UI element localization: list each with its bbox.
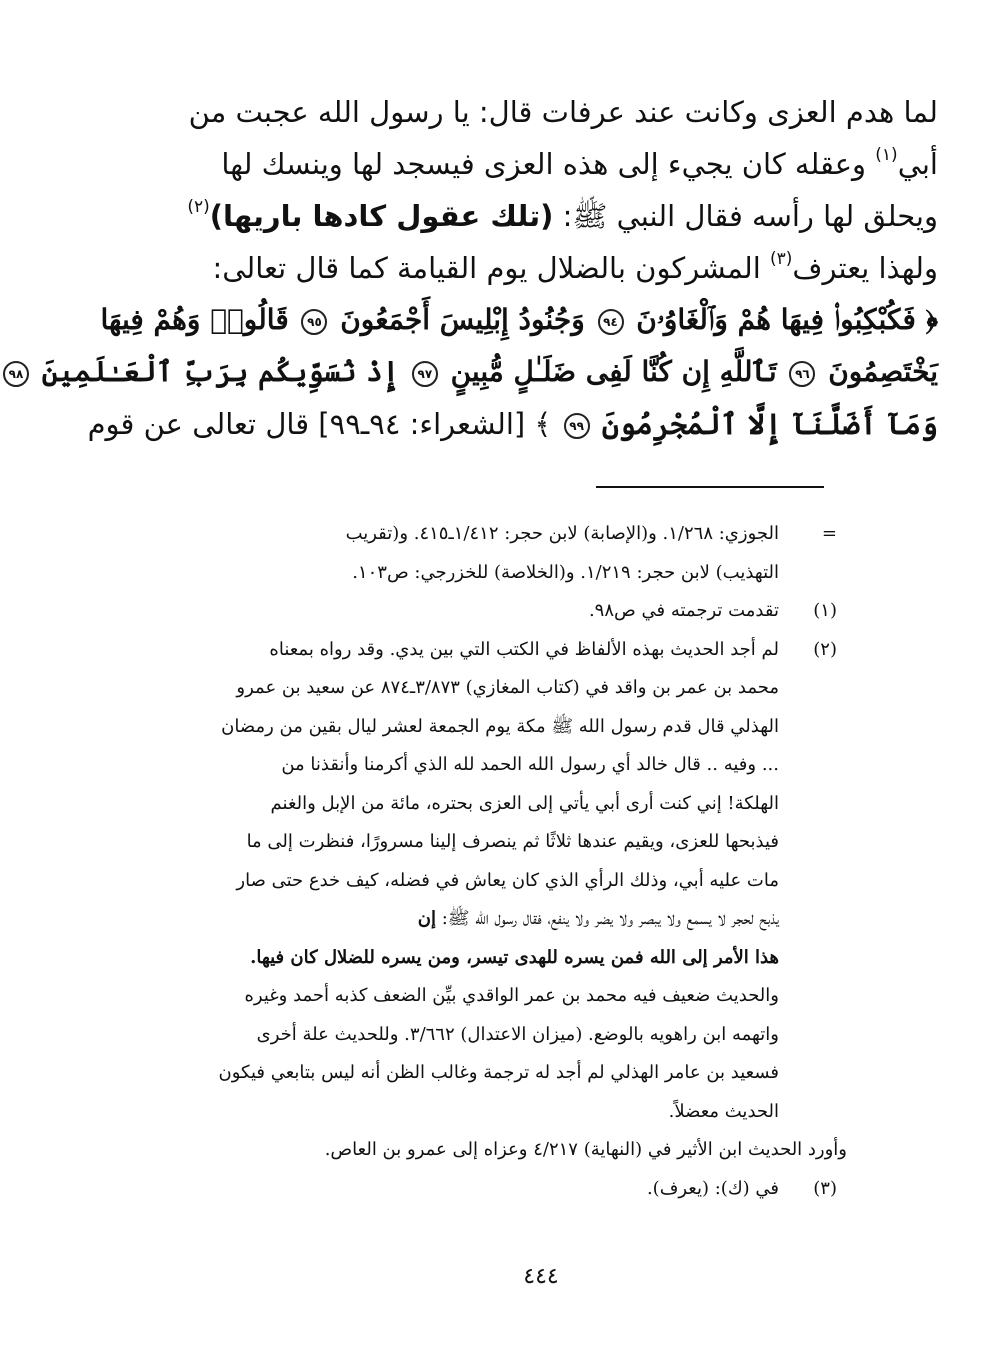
footnote-1-text: تقدمت ترجمته في ص٩٨. xyxy=(588,600,779,621)
footnote-1-marker: (١) xyxy=(813,600,837,621)
ayah-number-94: ٩٤ xyxy=(598,309,624,335)
footnote-3-marker: (٣) xyxy=(813,1177,837,1199)
main-line-1: لما هدم العزى وكانت عند عرفات قال: يا رسول الله عجبت من xyxy=(188,95,938,129)
main-line-4-start: ولهذا يعترف xyxy=(792,251,938,285)
footnote-line: ... وفيه .. قال خالد أي رسول الله الحمد لله الذي أكرمنا وأنقذنا من xyxy=(281,754,779,775)
footnote-2 xyxy=(147,631,837,1132)
main-line-3-start: ويحلق لها رأسه فقال النبي ﷺ: xyxy=(562,199,938,233)
ayah-number-97: ٩٧ xyxy=(412,361,438,387)
main-line-2-rest: وعقله كان يجيء إلى هذه العزى فيسجد لها وينسك لها xyxy=(221,147,867,181)
footnote-3-text: في (ك): (يعرف). xyxy=(646,1177,779,1199)
footnote-ref-3: (٣) xyxy=(769,249,793,269)
footnote-1 xyxy=(147,592,837,631)
quran-line-1-mid: وَجُنُودُ إِبْلِيسَ أَجْمَعُونَ xyxy=(340,303,585,336)
footnote-line: فسعيد بن عامر الهذلي لم أجد له ترجمة وغالب الظن أنه ليس بتابعي فيكون xyxy=(218,1062,779,1083)
quran-line-2 xyxy=(8,346,938,398)
footnote-2-marker: (٢) xyxy=(813,638,837,660)
footnote-line: مات عليه أبي، وذلك الرأي الذي كان يعاش في فضله، كيف خدع حتى صار xyxy=(236,869,779,891)
footnote-bold-line: هذا الأمر إلى الله فمن يسره للهدى تيسر، ومن يسره للضلال كان فيها. xyxy=(250,946,779,968)
footnote-line: التهذيب) لابن حجر: ١/٢١٩. و(الخلاصة) للخزرجي: ص١٠٣. xyxy=(352,561,779,583)
footnote-line: الجوزي: ١/٢٦٨. و(الإصابة) لابن حجر: ١/٤١٢ـ٤١٥. و(تقريب xyxy=(345,523,779,544)
main-line-7 xyxy=(87,398,938,450)
quran-line-1-start: ﴿ فَكُبْكِبُوا۟ فِيهَا هُمْ وَٱلْغَاوُۥنَ xyxy=(636,303,938,336)
quran-line-3: وَمَآ أَضَلَّنَآ إِلَّا ٱلْمُجْرِمُونَ xyxy=(601,407,938,441)
ayah-number-99: ٩٩ xyxy=(564,413,590,439)
footnote-line: فيذبحها للعزى، ويقيم عندها ثلاثًا ثم ينصرف إلينا مسرورًا، فنظرت إلى ما xyxy=(246,831,779,852)
continuation-marker: = xyxy=(821,523,837,544)
footnote-line xyxy=(147,900,779,939)
footnote-line-text: يذبح لحجر لا يسمع ولا يبصر ولا يضر ولا ينفع، فقال رسول الله ﷺ: xyxy=(441,908,779,929)
page-number: ٤٤٤ xyxy=(523,1264,559,1289)
quran-line-2-end: إِذْ نُسَوِّيكُم بِرَبِّ ٱلْعَـٰلَمِينَ xyxy=(41,355,400,388)
main-line-4-rest: المشركون بالضلال يوم القيامة كما قال تعالى: xyxy=(212,251,761,285)
hadith-quote: (تلك عقول كادها باريها) xyxy=(209,199,554,233)
ayah-number-96: ٩٦ xyxy=(789,361,815,387)
main-line-2-start: أبي xyxy=(897,147,938,181)
footnote-line: لم أجد الحديث بهذه الألفاظ في الكتب التي بين يدي. وقد رواه بمعناه xyxy=(269,638,779,660)
footnote-ref-1: (١) xyxy=(875,145,898,165)
footnote-line: واتهمه ابن راهويه بالوضع. (ميزان الاعتدال) ٣/٦٦٢. وللحديث علة أخرى xyxy=(256,1023,779,1045)
footnote-continuation xyxy=(147,515,837,592)
main-line-3 xyxy=(140,190,938,242)
quran-line-2-start: يَخْتَصِمُونَ xyxy=(828,355,938,388)
footnote-line: الحديث معضلاً. xyxy=(668,1100,779,1122)
footnote-2-extra xyxy=(147,1131,847,1170)
main-line-2 xyxy=(140,138,938,190)
footnote-ref-2: (٢) xyxy=(187,197,210,217)
quran-line-2-mid: تَٱللَّهِ إِن كُنَّا لَفِى ضَلَـٰلٍ مُّبِينٍ xyxy=(450,355,777,388)
footnotes xyxy=(147,515,847,1208)
footnote-3 xyxy=(147,1170,837,1209)
footnote-line: الهلكة! إني كنت أرى أبي يأتي إلى العزى بحتره، مائة من الإبل والغنم xyxy=(270,792,779,814)
footnote-line: الهذلي قال قدم رسول الله ﷺ مكة يوم الجمعة لعشر ليال بقين من رمضان xyxy=(221,715,779,737)
surah-reference: ﴾ [الشعراء: ٩٤ـ٩٩] قال تعالى عن قوم xyxy=(87,407,552,441)
footnote-line: وأورد الحديث ابن الأثير في (النهاية) ٤/٢١٧ وعزاه إلى عمرو بن العاص. xyxy=(324,1139,847,1160)
quran-line-1-end: قَالُوا۟ وَهُمْ فِيهَا xyxy=(100,303,289,336)
quran-line-1 xyxy=(100,294,938,346)
main-line-4 xyxy=(140,242,938,294)
footnote-line: والحديث ضعيف فيه محمد بن عمر الواقدي بيِّن الضعف كذبه أحمد وغيره xyxy=(244,985,779,1006)
footnote-separator xyxy=(596,486,824,488)
footnote-bold-text: إن xyxy=(417,908,436,929)
main-text xyxy=(8,86,938,450)
ayah-number-95: ٩٥ xyxy=(301,309,327,335)
footnote-line: محمد بن عمر بن واقد في (كتاب المغازي) ٣/٨٧٣ـ٨٧٤ عن سعيد بن عمرو xyxy=(236,677,779,698)
ayah-number-98: ٩٨ xyxy=(3,361,29,387)
